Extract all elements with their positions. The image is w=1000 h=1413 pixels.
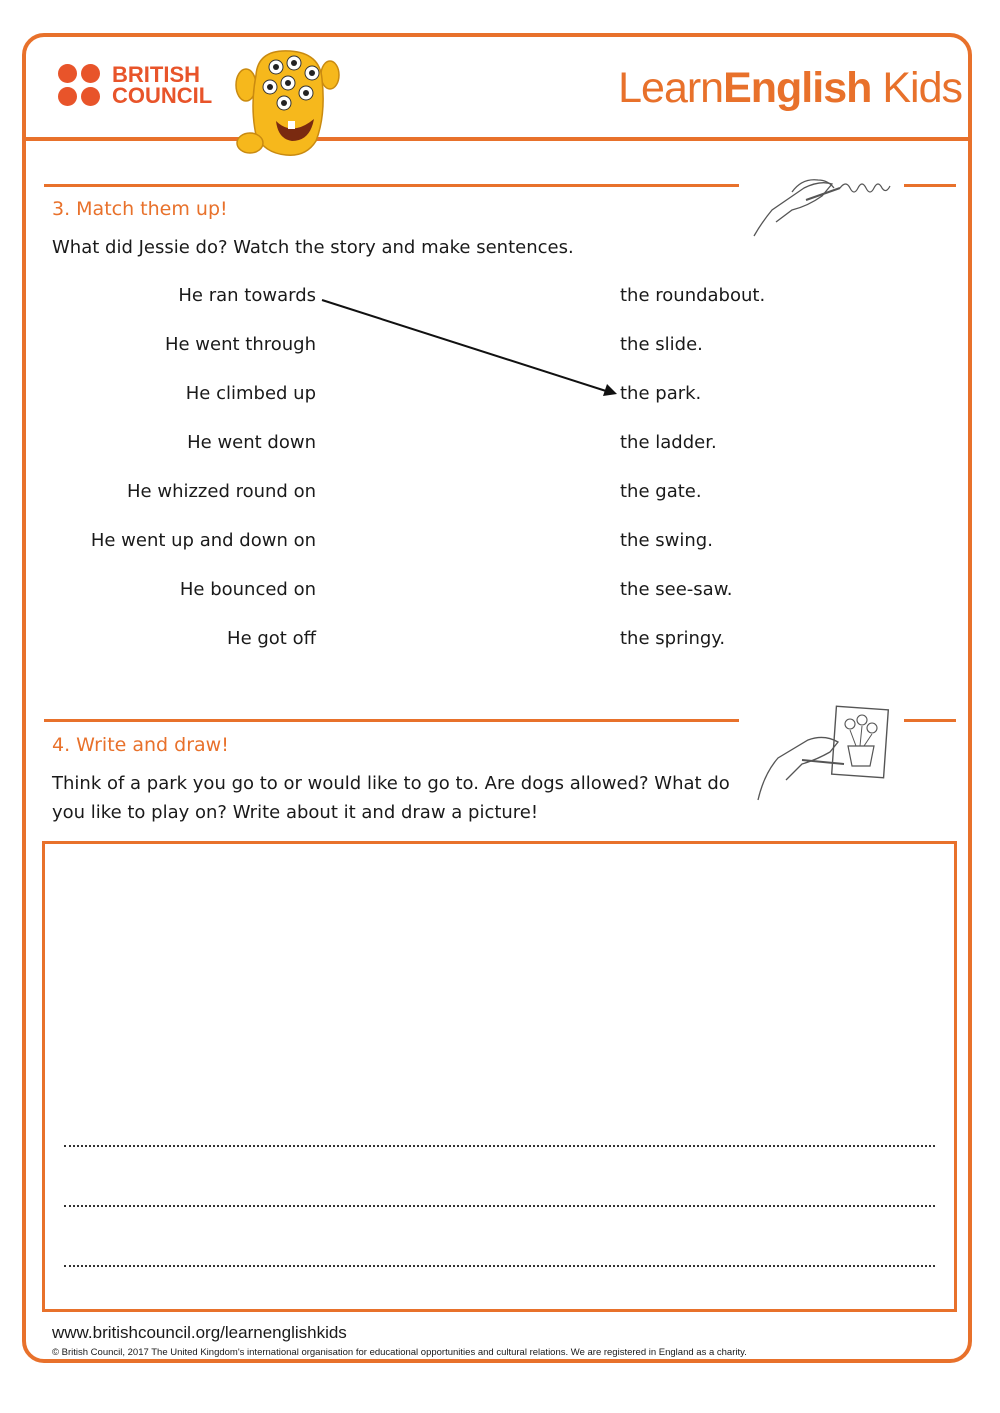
footer-url: www.britishcouncil.org/learnenglishkids [52, 1323, 347, 1342]
left-phrase[interactable]: He got off [227, 628, 316, 649]
writing-line[interactable] [64, 1145, 935, 1147]
right-phrase[interactable]: the park. [620, 383, 702, 404]
left-phrase[interactable]: He went up and down on [90, 530, 316, 551]
section4-rule-right [904, 719, 956, 722]
right-phrase[interactable]: the slide. [620, 334, 703, 355]
right-phrase[interactable]: the gate. [620, 481, 702, 502]
right-phrase[interactable]: the ladder. [620, 432, 717, 453]
right-phrase[interactable]: the see-saw. [620, 579, 733, 600]
section3-instruction: What did Jessie do? Watch the story and make sentences. [52, 237, 574, 258]
learnenglish-kids-logo: LearnEnglish Kids [618, 64, 962, 112]
section3-title: 3. Match them up! [52, 198, 228, 220]
example-match-arrow [0, 0, 1000, 700]
drawing-area[interactable] [42, 841, 957, 1312]
footer-copyright: © British Council, 2017 The United Kingdom's international organisation for educational opportunities and cultural relations. We are registered in England as a charity. [52, 1347, 747, 1358]
section4-rule-left [44, 719, 739, 722]
left-phrase[interactable]: He whizzed round on [127, 481, 316, 502]
drawing-hand-icon [752, 704, 892, 808]
left-phrase[interactable]: He went down [187, 432, 316, 453]
right-phrase[interactable]: the springy. [620, 628, 726, 649]
section4-instruction: Think of a park you go to or would like to go to. Are dogs allowed? What do you like to play on? Write about it and draw a picture! [52, 773, 730, 823]
left-phrase[interactable]: He climbed up [185, 383, 316, 404]
british-council-wordmark: BRITISH COUNCIL [112, 62, 213, 108]
writing-line[interactable] [64, 1205, 935, 1207]
writing-line[interactable] [64, 1265, 935, 1267]
right-phrase[interactable]: the swing. [620, 530, 713, 551]
left-phrase[interactable]: He went through [164, 334, 316, 355]
left-phrase[interactable]: He bounced on [179, 579, 316, 600]
right-phrase[interactable]: the roundabout. [620, 285, 766, 306]
left-phrase[interactable]: He ran towards [178, 285, 316, 306]
section4-title: 4. Write and draw! [52, 734, 229, 756]
